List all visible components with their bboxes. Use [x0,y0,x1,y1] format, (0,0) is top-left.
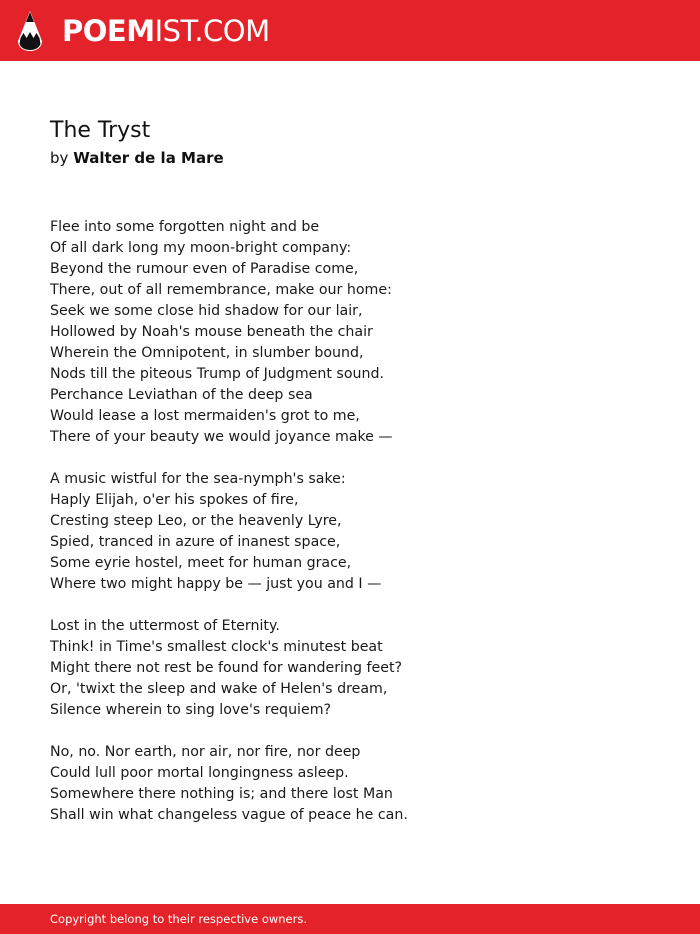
poem-line: Of all dark long my moon-bright company: [50,240,352,256]
header-bar [0,0,700,61]
poem-line: There of your beauty we would joyance make — [50,429,393,445]
footer-bar [0,904,700,934]
poem-line: Silence wherein to sing love's requiem? [50,702,332,718]
poem-line: A music wistful for the sea-nymph's sake: [50,471,346,487]
poem-line: Could lull poor mortal longingness asleep. [50,765,349,781]
poem-line: Might there not rest be found for wandering feet? [50,660,403,676]
poem-line: Flee into some forgotten night and be [50,219,320,235]
poem-line: Think! in Time's smallest clock's minutest beat [50,639,383,655]
site-logo[interactable] [17,9,270,53]
site-wordmark [62,13,270,48]
byline-prefix: by [50,149,69,167]
poem-line: Where two might happy be — just you and I — [50,576,382,592]
stanza [50,742,670,826]
poem-line: Or, 'twixt the sleep and wake of Helen's dream, [50,681,388,697]
poem-line: Would lease a lost mermaiden's grot to me, [50,408,360,424]
poem-line: Seek we some close hid shadow for our lair, [50,303,363,319]
wordmark-light: IST.COM [154,13,270,48]
poem-line: Shall win what changeless vague of peace he can. [50,807,408,823]
poem-line: Nods till the piteous Trump of Judgment sound. [50,366,385,382]
poem-line: Cresting steep Leo, or the heavenly Lyre, [50,513,342,529]
poem-line: Beyond the rumour even of Paradise come, [50,261,359,277]
wordmark-strong: POEM [62,13,155,48]
stanza [50,616,670,721]
poem-content [50,116,670,847]
poem-line: Wherein the Omnipotent, in slumber bound, [50,345,364,361]
poem-line: Spied, tranced in azure of inanest space, [50,534,341,550]
poem-line: There, out of all remembrance, make our home: [50,282,392,298]
stanza [50,469,670,595]
poem-line: Haply Elijah, o'er his spokes of fire, [50,492,299,508]
poem-byline [50,147,670,169]
poem-line: Perchance Leviathan of the deep sea [50,387,313,403]
copyright-text: Copyright belong to their respective owners. [50,912,308,926]
poem-line: Somewhere there nothing is; and there lost Man [50,786,393,802]
poem-line: Hollowed by Noah's mouse beneath the chair [50,324,373,340]
poem-line: No, no. Nor earth, nor air, nor fire, nor deep [50,744,361,760]
poem-author[interactable]: Walter de la Mare [73,149,224,167]
poem-line: Some eyrie hostel, meet for human grace, [50,555,352,571]
pencil-tip-icon [17,10,43,52]
poem-title: The Tryst [50,118,151,143]
poem-body [50,217,670,826]
poem-line: Lost in the uttermost of Eternity. [50,618,280,634]
stanza [50,217,670,448]
